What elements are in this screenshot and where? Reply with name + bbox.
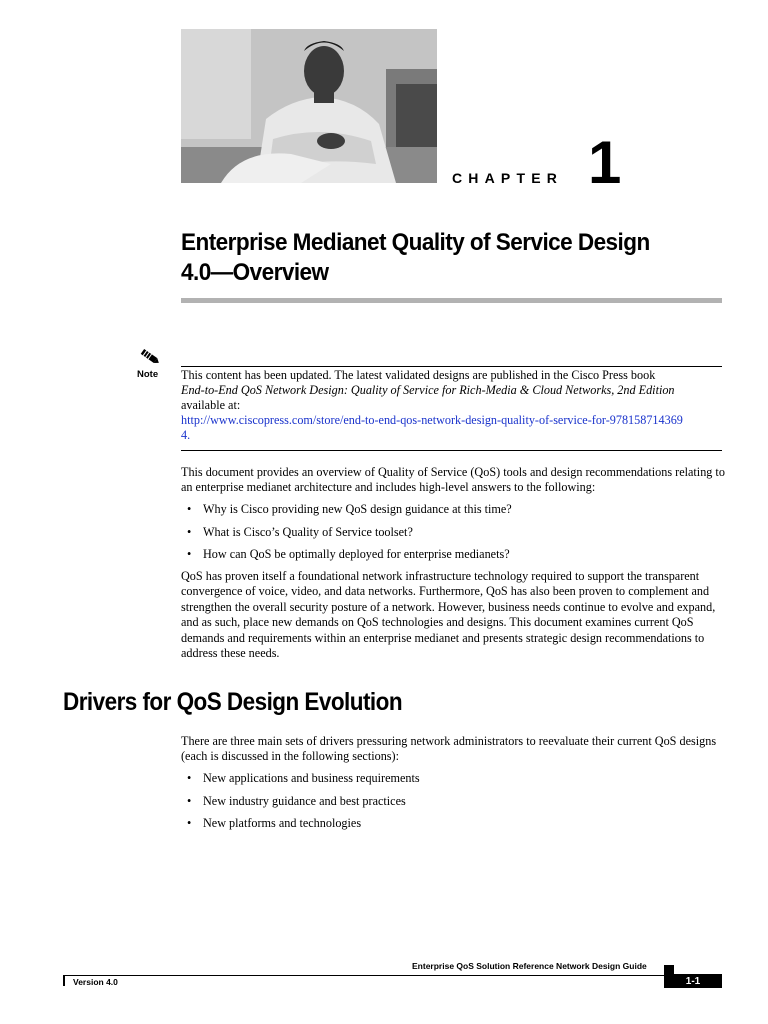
note-line: This content has been updated. The latest validated designs are published in the Cisco Press book [181,368,656,382]
list-item: • New applications and business requirements [187,771,420,785]
list-item: • Why is Cisco providing new QoS design guidance at this time? [187,502,512,516]
chapter-number: 1 [588,129,622,196]
note-body [181,368,726,443]
footer-guide-title: Enterprise QoS Solution Reference Network Design Guide [412,961,647,971]
section-heading: Drivers for QoS Design Evolution [63,688,403,716]
note-top-rule [181,366,722,367]
page-title: Enterprise Medianet Quality of Service Design 4.0—Overview [181,229,650,286]
pencil-icon [137,345,161,367]
list-item-text: New industry guidance and best practices [203,793,406,808]
list-item: • New platforms and technologies [187,816,362,830]
list-item-text: Why is Cisco providing new QoS design guidance at this time? [203,502,512,516]
list-item-text: What is Cisco’s Quality of Service toolset? [203,524,413,539]
list-item-text: New platforms and technologies [203,816,362,830]
footer-rule [63,975,664,976]
note-label: Note [137,369,159,380]
questions-list [181,502,726,570]
note-link-continued[interactable]: 4. [181,428,191,442]
list-item-text: New applications and business requirements [203,771,420,785]
list-item: • How can QoS be optimally deployed for enterprise medianets? [187,547,510,561]
list-item: • New industry guidance and best practices [187,793,406,808]
section-intro: There are three main sets of drivers pressuring network administrators to reevaluate their current QoS designs (each is discussed in the following sections): [181,734,717,764]
title-divider [181,298,722,303]
list-item-text: How can QoS be optimally deployed for enterprise medianets? [203,547,510,561]
intro-paragraph: This document provides an overview of Quality of Service (QoS) tools and design recommendations relating to an enterprise medianet architecture and includes high-level answers to the following: [181,465,725,495]
note-bottom-rule [181,450,722,451]
footer-version: Version 4.0 [73,977,118,987]
drivers-list [181,771,726,839]
qos-paragraph: QoS has proven itself a foundational network infrastructure technology required to support the transparent convergence of voice, video, and data networks. Furthermore, QoS has also been proven to complement and strengthen the overall security posture of a network. However, business needs continue to evolve and expand, and as such, place new demands on QoS technologies and designs. This document examines current QoS demands and requirements within an enterprise medianet and presents strategic design recommendations to address these needs. [181,569,716,661]
chapter-label: CHAPTER [452,170,564,186]
note-book-title: End-to-End QoS Network Design: Quality of Service for Rich-Media & Cloud Networks, 2nd Edition [181,383,675,397]
chapter-photo [181,29,437,183]
page-number: 1-1 [664,974,722,988]
list-item: • What is Cisco’s Quality of Service toolset? [187,524,413,539]
note-link[interactable]: http://www.ciscopress.com/store/end-to-end-qos-network-design-quality-of-service-for-978158714369 [181,413,683,427]
note-line: available at: [181,398,241,412]
footer-tick [63,975,65,986]
